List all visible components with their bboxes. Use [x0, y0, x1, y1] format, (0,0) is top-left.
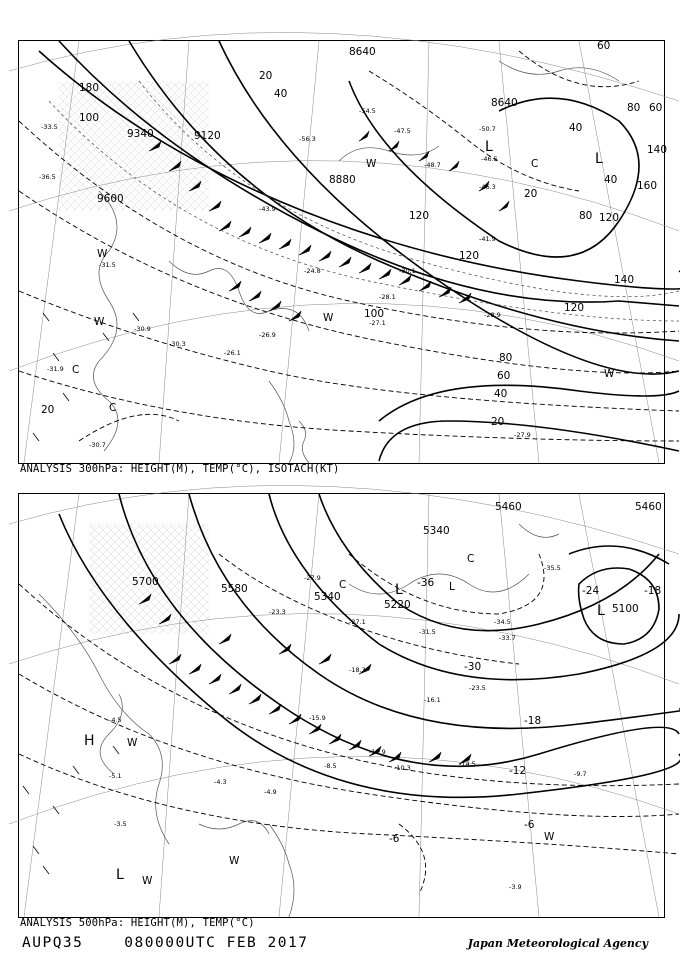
isotherm-label: -6 — [524, 819, 535, 831]
chart-500hpa — [18, 493, 665, 918]
low-center: L — [116, 867, 124, 883]
isotach-label: 20 — [491, 416, 505, 428]
cold-center: C — [467, 553, 475, 565]
isotach-label: 40 — [604, 174, 618, 186]
temp-label: -43.9 — [259, 205, 276, 213]
temp-label: -28.1 — [379, 293, 396, 301]
height-label: 5580 — [221, 583, 248, 595]
low-center: L — [597, 603, 605, 619]
warm-center: W — [127, 737, 138, 749]
temp-label: -54.5 — [359, 107, 376, 115]
temp-label: -27.1 — [349, 618, 366, 626]
isotach-label: 40 — [274, 88, 288, 100]
temp-label: -27.1 — [369, 319, 386, 327]
temp-label: -8.5 — [324, 762, 337, 770]
warm-center: W — [229, 855, 240, 867]
temp-label: -10.3 — [394, 764, 411, 772]
isotherm-label: -18 — [524, 715, 542, 727]
low-center: L — [595, 151, 603, 167]
isotach-label: 80 — [579, 210, 593, 222]
low-center: L — [485, 139, 493, 155]
map-500hpa — [19, 494, 664, 917]
temp-label: -50.7 — [479, 125, 496, 133]
temp-label: -24.8 — [304, 267, 321, 275]
isotach-label: 140 — [614, 274, 635, 286]
isotach-label: 100 — [364, 308, 385, 320]
height-label: 9120 — [194, 130, 221, 142]
isotach-label: 20 — [259, 70, 273, 82]
temp-label: -34.5 — [494, 618, 511, 626]
warm-center: W — [142, 875, 153, 887]
height-label: 5460 — [495, 501, 522, 513]
height-label: 9600 — [97, 193, 124, 205]
chart-300hpa — [18, 40, 668, 464]
temp-label: -30.3 — [169, 340, 186, 348]
temp-label: -30.9 — [134, 325, 151, 333]
height-label: 8640 — [349, 46, 376, 58]
hatched-region — [59, 81, 209, 211]
isotach-label: 120 — [459, 250, 480, 262]
temp-label: -56.3 — [299, 135, 316, 143]
temp-label: -3.5 — [114, 820, 127, 828]
temp-label: -31.5 — [99, 261, 116, 269]
height-label: 9340 — [127, 128, 154, 140]
isotach-label: 120 — [599, 212, 620, 224]
map-300hpa — [19, 40, 668, 463]
isotherm-label: -6 — [389, 833, 400, 845]
isotach-label: 120 — [409, 210, 430, 222]
warm-center: W — [604, 368, 615, 380]
isotach-label: 60 — [597, 40, 611, 52]
temp-label: -48.7 — [424, 161, 441, 169]
temp-label: -31.5 — [419, 628, 436, 636]
warm-center: W — [544, 831, 555, 843]
isotherm-labels — [389, 577, 661, 845]
temp-label: -47.5 — [394, 127, 411, 135]
temp-label: -28.9 — [484, 311, 501, 319]
isotach-label: 20 — [524, 188, 538, 200]
caption-500hpa: ANALYSIS 500hPa: HEIGHT(M), TEMP(°C) — [20, 917, 255, 929]
isotach-label: 120 — [564, 302, 585, 314]
temp-label: -31.9 — [47, 365, 64, 373]
temp-label: -15.9 — [309, 714, 326, 722]
low-center: L — [395, 582, 403, 598]
temp-label: -26.9 — [259, 331, 276, 339]
temp-label: -9.7 — [574, 770, 587, 778]
caption-300hpa: ANALYSIS 300hPa: HEIGHT(M), TEMP(°C), ISOTACH(KT) — [20, 463, 340, 475]
height-label: 5220 — [384, 599, 411, 611]
agency-name: Japan Meteorological Agency — [467, 937, 648, 950]
temp-label: -35.5 — [544, 564, 561, 572]
temp-label: -4.9 — [264, 788, 277, 796]
isotach-label: 100 — [79, 112, 100, 124]
height-label: 8880 — [329, 174, 356, 186]
chart-code-and-time: AUPQ35 080000UTC FEB 2017 — [22, 935, 309, 951]
warm-center: W — [323, 312, 334, 324]
temp-label: -27.9 — [514, 431, 531, 439]
temp-label: -26.1 — [224, 349, 241, 357]
isotherm-label: -12 — [509, 765, 527, 777]
temp-label: -4.5 — [109, 716, 122, 724]
temp-label: -14.5 — [459, 760, 476, 768]
isotherm-label: -24 — [582, 585, 600, 597]
cold-center: C — [72, 364, 80, 376]
isotach-label: 40 — [569, 122, 583, 134]
temp-label: -46.5 — [481, 155, 498, 163]
isotach-label: 80 — [499, 352, 513, 364]
isotherm-label: -36 — [417, 577, 435, 589]
low-center: L — [449, 581, 455, 593]
temp-label: -30.1 — [399, 267, 416, 275]
height-label: 5700 — [132, 576, 159, 588]
temp-label: -23.3 — [269, 608, 286, 616]
temp-label: -41.9 — [479, 235, 496, 243]
height-label: 5340 — [423, 525, 450, 537]
height-label: 8640 — [491, 97, 518, 109]
temp-label: -30.7 — [89, 441, 106, 449]
isotherm-label: -18 — [644, 585, 662, 597]
temp-label: -36.5 — [39, 173, 56, 181]
temp-label: -4.3 — [214, 778, 227, 786]
temp-label: -11.9 — [369, 748, 386, 756]
cold-center: C — [531, 158, 539, 170]
temp-label: -5.1 — [109, 772, 122, 780]
isotach-label: 60 — [497, 370, 511, 382]
isotach-label: 80 — [627, 102, 641, 114]
height-label: 5100 — [612, 603, 639, 615]
temp-label: -23.5 — [469, 684, 486, 692]
isotach-label: 160 — [637, 180, 658, 192]
temp-label: -18.3 — [349, 666, 366, 674]
temp-label: -33.7 — [499, 634, 516, 642]
isotach-label: 20 — [41, 404, 55, 416]
isotach-label: 180 — [79, 82, 100, 94]
height-label: 5460 — [635, 501, 662, 513]
cold-center: C — [339, 579, 347, 591]
high-center: H — [84, 733, 95, 749]
isotach-label: 60 — [649, 102, 663, 114]
isotach-label: 40 — [494, 388, 508, 400]
warm-center: W — [94, 316, 105, 328]
temp-label: -27.9 — [304, 574, 321, 582]
height-label: 5340 — [314, 591, 341, 603]
temp-label: -33.5 — [41, 123, 58, 131]
isotherm-label: -30 — [464, 661, 482, 673]
temp-label: -16.1 — [424, 696, 441, 704]
warm-center: W — [366, 158, 377, 170]
temp-label: -3.9 — [509, 883, 522, 891]
temp-label: -46.3 — [479, 183, 496, 191]
cold-center: C — [109, 402, 117, 414]
warm-center: W — [97, 248, 108, 260]
isotach-label: 140 — [647, 144, 668, 156]
